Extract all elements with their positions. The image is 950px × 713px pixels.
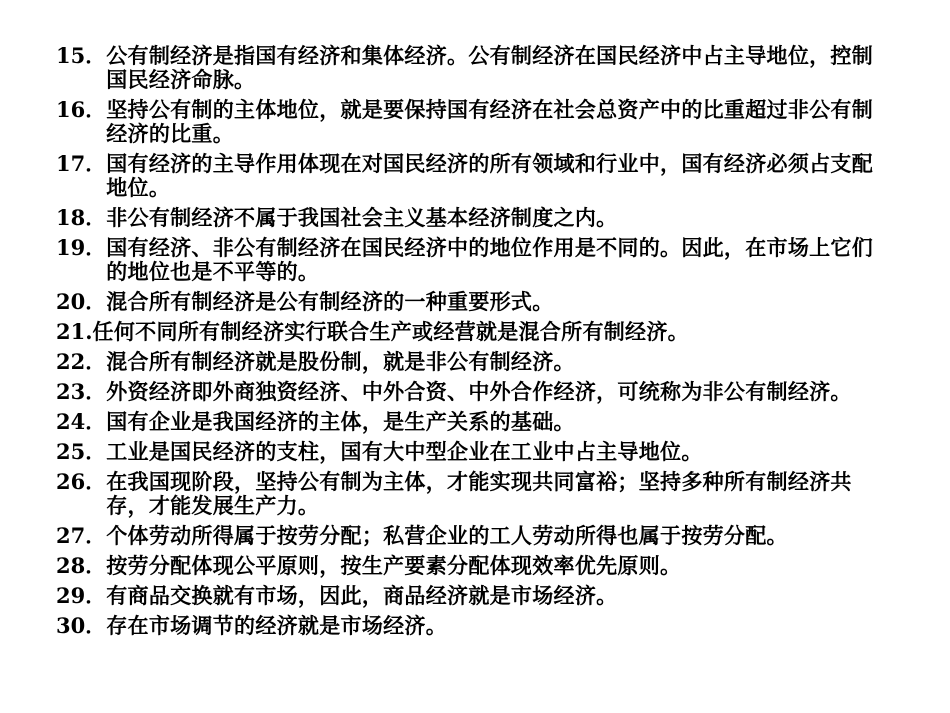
statement-item xyxy=(56,44,886,92)
statement-number: 28． xyxy=(56,553,107,578)
statement-text: 个体劳动所得属于按劳分配；私营企业的工人劳动所得也属于按劳分配。 xyxy=(106,523,788,548)
statement-text: 国有企业是我国经济的主体，是生产关系的基础。 xyxy=(106,409,575,434)
statement-number: 26． xyxy=(56,469,107,494)
statement-text: 国有经济的主导作用体现在对国民经济的所有领域和行业中，国有经济必须占支配地位。 xyxy=(106,151,874,200)
statement-number: 19． xyxy=(56,235,107,260)
statement-number: 30． xyxy=(56,613,107,638)
statement-number: 27． xyxy=(56,523,107,548)
statement-text: 有商品交换就有市场，因此，商品经济就是市场经济。 xyxy=(106,583,618,608)
statement-number: 23． xyxy=(56,379,107,404)
statement-text: 在我国现阶段，坚持公有制为主体，才能实现共同富裕；坚持多种所有制经济共存，才能发展生产力。 xyxy=(106,469,852,518)
statement-item xyxy=(56,410,886,434)
statement-text: 混合所有制经济就是股份制，就是非公有制经济。 xyxy=(106,349,575,374)
statement-text: 混合所有制经济是公有制经济的一种重要形式。 xyxy=(106,289,554,314)
statement-item xyxy=(56,350,886,374)
statement-number: 25． xyxy=(56,439,107,464)
statement-text: 公有制经济是指国有经济和集体经济。公有制经济在国民经济中占主导地位，控制国民经济命脉。 xyxy=(106,43,874,92)
statement-number: 22． xyxy=(56,349,107,374)
statement-item xyxy=(56,440,886,464)
statement-number: 20． xyxy=(56,289,107,314)
statement-number: 24． xyxy=(56,409,107,434)
statement-number: 29． xyxy=(56,583,107,608)
statement-number: 16． xyxy=(56,97,107,122)
statement-item xyxy=(56,584,886,608)
statement-number: 21. xyxy=(56,319,93,344)
statement-item xyxy=(56,524,886,548)
statement-item xyxy=(56,98,886,146)
statement-item xyxy=(56,470,886,518)
statement-text: 存在市场调节的经济就是市场经济。 xyxy=(106,613,448,638)
statement-text: 非公有制经济不属于我国社会主义基本经济制度之内。 xyxy=(106,205,618,230)
statement-item xyxy=(56,290,886,314)
statement-list xyxy=(56,44,886,644)
statement-text: 按劳分配体现公平原则，按生产要素分配体现效率优先原则。 xyxy=(106,553,682,578)
statement-text: 外资经济即外商独资经济、中外合资、中外合作经济，可统称为非公有制经济。 xyxy=(106,379,852,404)
statement-item xyxy=(56,236,886,284)
statement-item xyxy=(56,380,886,404)
statement-number: 15． xyxy=(56,43,107,68)
statement-item xyxy=(56,206,886,230)
statement-text: 任何不同所有制经济实行联合生产或经营就是混合所有制经济。 xyxy=(92,319,689,344)
statement-text: 坚持公有制的主体地位，就是要保持国有经济在社会总资产中的比重超过非公有制经济的比重。 xyxy=(106,97,874,146)
statement-item xyxy=(56,320,886,344)
statement-item xyxy=(56,554,886,578)
statement-number: 18． xyxy=(56,205,107,230)
statement-item xyxy=(56,614,886,638)
statement-number: 17． xyxy=(56,151,107,176)
statement-item xyxy=(56,152,886,200)
statement-text: 工业是国民经济的支柱，国有大中型企业在工业中占主导地位。 xyxy=(106,439,703,464)
statement-text: 国有经济、非公有制经济在国民经济中的地位作用是不同的。因此，在市场上它们的地位也是不平等的。 xyxy=(106,235,874,284)
